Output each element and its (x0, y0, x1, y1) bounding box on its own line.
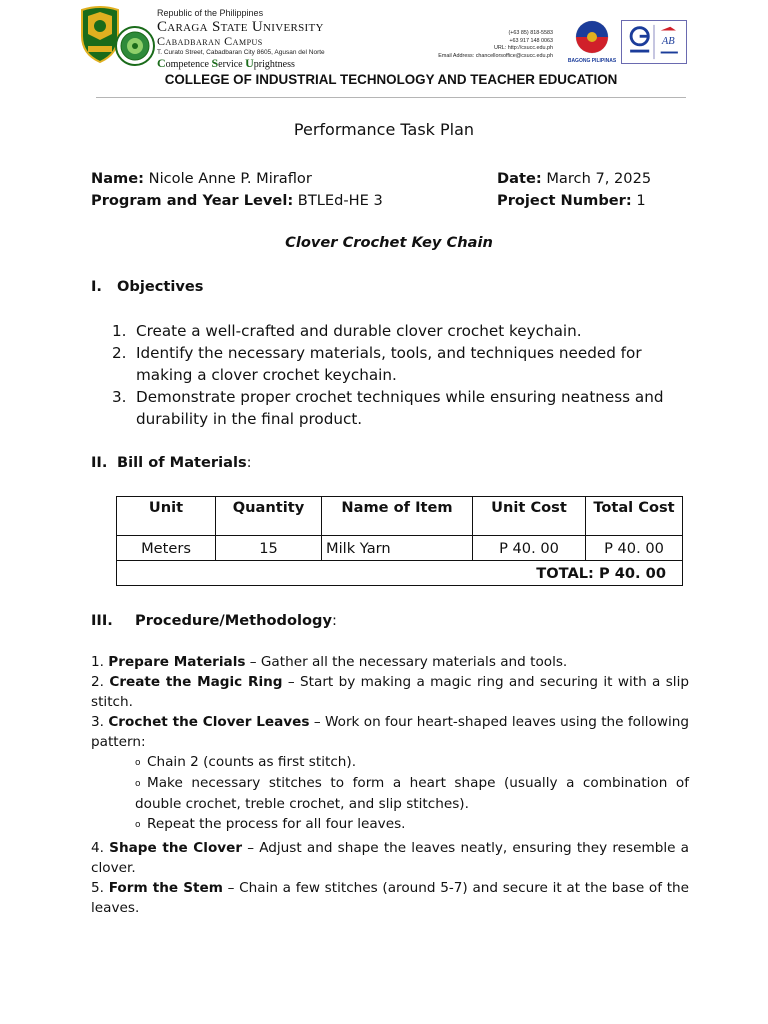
cell-unit: Meters (117, 536, 216, 561)
step-number: 2. (91, 674, 110, 690)
column-header-unit-cost: Unit Cost (473, 497, 586, 536)
project-title: Clover Crochet Key Chain (285, 234, 493, 251)
document-title: Performance Task Plan (293, 120, 475, 139)
objectives-heading (91, 278, 203, 295)
procedure-colon: : (332, 612, 337, 629)
column-header-total-cost: Total Cost (586, 497, 683, 536)
bagong-pilipinas-logo (566, 16, 618, 66)
step-number: 5. (91, 880, 109, 896)
republic-line: Republic of the Philippines (157, 8, 264, 18)
bullet-icon: o (135, 820, 141, 830)
objectives-number: I. (91, 278, 102, 295)
procedure-heading (91, 612, 337, 629)
list-item-number: 3. (112, 388, 127, 406)
bill-of-materials-table (116, 496, 683, 586)
materials-number: II. (91, 454, 108, 471)
project-number-value: 1 (631, 192, 646, 209)
step-title: Prepare Materials (108, 654, 246, 670)
list-item-number: 2. (112, 344, 127, 362)
step-title: Create the Magic Ring (109, 674, 283, 690)
bullet-icon: o (135, 758, 141, 768)
motto-initial-s: S (211, 56, 219, 70)
procedure-step (91, 652, 689, 672)
contact-info (400, 30, 553, 60)
procedure-step (91, 838, 689, 878)
header-divider (96, 97, 686, 98)
procedure-step (91, 672, 689, 712)
step-title: Crochet the Clover Leaves (108, 714, 310, 730)
motto-word-uprightness: prightness (253, 59, 295, 70)
motto-initial-c: C (157, 56, 166, 70)
sub-bullet-text: Chain 2 (counts as first stitch). (147, 754, 357, 770)
motto-initial-u: U (245, 56, 254, 70)
step-title: Shape the Clover (109, 840, 243, 856)
materials-colon: : (246, 454, 252, 471)
step-text: – Chain a few stitches (around 5-7) and secure it at the base of the leaves. (91, 880, 690, 916)
campus-name: Cabadbaran Campus (157, 34, 263, 48)
materials-heading (91, 454, 252, 471)
procedure-number: III. (91, 612, 113, 629)
project-number-label: Project Number: (497, 192, 632, 209)
sub-bullet (91, 814, 689, 835)
sub-bullet-text: Make necessary stitches to form a heart shape (usually a combination of double crochet, treble crochet, and slip stitches). (135, 775, 689, 812)
sub-bullet (91, 773, 689, 814)
procedure-step (91, 712, 689, 752)
program-value: BTLEd-HE 3 (293, 192, 383, 209)
sub-bullet (91, 752, 689, 773)
step-number: 1. (91, 654, 109, 670)
procedure-title: Procedure/Methodology (135, 612, 333, 629)
contact-phone-2: +63 917 148 0063 (509, 37, 553, 44)
procedure-step (91, 878, 689, 918)
name-value: Nicole Anne P. Miraflor (144, 170, 312, 187)
procedure-steps (91, 652, 689, 918)
column-header-unit: Unit (117, 497, 216, 536)
table-row (117, 536, 683, 561)
date-field (497, 168, 651, 190)
sub-bullet-text: Repeat the process for all four leaves. (147, 816, 406, 832)
table-header-row (117, 497, 683, 536)
list-item-text: Create a well-crafted and durable clover crochet keychain. (136, 322, 582, 340)
bullet-icon: o (135, 779, 141, 789)
list-item (112, 386, 692, 430)
step-title: Form the Stem (108, 880, 223, 896)
project-number-field (497, 190, 646, 212)
name-field (91, 168, 312, 190)
materials-title: Bill of Materials (117, 454, 247, 471)
date-value: March 7, 2025 (541, 170, 652, 187)
name-label: Name: (91, 170, 145, 187)
cell-quantity: 15 (216, 536, 322, 561)
column-header-item: Name of Item (322, 497, 473, 536)
step-text: – Work on four heart-shaped leaves using the following pattern: (91, 714, 689, 750)
bagong-pilipinas-text: BAGONG PILIPINAS (567, 58, 617, 64)
table-total-row (117, 561, 683, 586)
list-item (112, 342, 692, 386)
list-item-number: 1. (112, 322, 127, 340)
objectives-list (112, 320, 692, 430)
accreditation-logos (621, 20, 687, 64)
cell-unit-cost: P 40. 00 (473, 536, 586, 561)
step-number: 3. (91, 714, 109, 730)
university-address: T. Curato Street, Cabadbaran City 8605, Agusan del Norte (157, 49, 325, 56)
motto-word-service: ervice (218, 59, 246, 70)
table-total: TOTAL: P 40. 00 (117, 561, 683, 586)
step-text: – Gather all the necessary materials and tools. (245, 654, 568, 670)
cell-total-cost: P 40. 00 (586, 536, 683, 561)
college-name: COLLEGE OF INDUSTRIAL TECHNOLOGY AND TEACHER EDUCATION (164, 72, 618, 87)
list-item-text: Identify the necessary materials, tools, and techniques needed for making a clover crochet keychain. (136, 344, 642, 384)
step-text: – Adjust and shape the leaves neatly, ensuring they resemble a clover. (91, 840, 689, 876)
step-text: – Start by making a magic ring and securing it with a slip stitch. (91, 674, 689, 710)
objectives-title: Objectives (117, 278, 204, 295)
campus-seal-logo (115, 26, 155, 66)
list-item (112, 320, 692, 342)
date-label: Date: (497, 170, 542, 187)
column-header-quantity: Quantity (216, 497, 322, 536)
contact-email: Email Address: chancellorsoffice@csucc.edu.ph (438, 52, 553, 59)
contact-url: URL: http://csucc.edu.ph (493, 45, 553, 52)
list-item-text: Demonstrate proper crochet techniques while ensuring neatness and durability in the final product. (136, 388, 664, 428)
step-number: 4. (91, 840, 110, 856)
program-field (91, 190, 383, 212)
cell-item: Milk Yarn (322, 536, 473, 561)
contact-phone-1: (+63 85) 818-5583 (508, 30, 553, 36)
program-label: Program and Year Level: (91, 192, 294, 209)
motto-word-competence: ompetence (165, 59, 212, 70)
university-name: Caraga State University (157, 19, 324, 35)
svg-text:AB: AB (661, 35, 675, 47)
